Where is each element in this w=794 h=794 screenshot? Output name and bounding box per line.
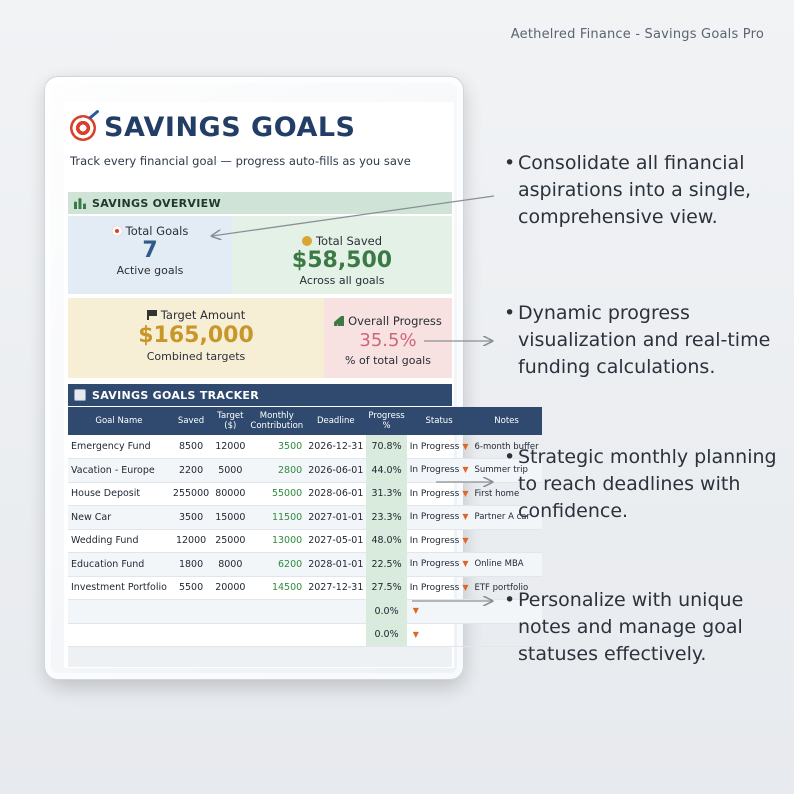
callout-text: Personalize with unique notes and manage goal statuses effectively. [518,589,744,665]
deadline-cell[interactable]: 2027-01-01 [305,506,366,530]
saved-cell[interactable]: 255000 [170,482,212,506]
col-target[interactable]: Target ($) [212,407,248,435]
callout-2 [504,300,786,381]
dropdown-caret-icon[interactable]: ▼ [462,488,469,498]
target-cell[interactable]: 20000 [212,576,248,600]
dropdown-caret-icon[interactable]: ▼ [462,559,469,569]
monthly-cell[interactable]: 13000 [248,529,305,553]
overall-progress-label: Overall Progress [348,314,442,328]
target-cell[interactable]: 8000 [212,553,248,577]
target-amount-sub: Combined targets [146,350,246,363]
status-value: In Progress [409,535,460,546]
col-status[interactable]: Status [407,407,472,435]
total-goals-label: Total Goals [125,224,189,238]
deadline-cell[interactable]: 2027-05-01 [305,529,366,553]
col-monthly[interactable]: Monthly Contribution [248,407,305,435]
col-deadline[interactable]: Deadline [305,407,366,435]
status-value: In Progress [409,488,460,499]
monthly-cell[interactable]: 11500 [248,506,305,530]
callout-text: Consolidate all financial aspirations into a single, comprehensive view. [518,152,752,228]
dropdown-caret-icon[interactable]: ▼ [412,629,419,639]
overall-progress-sub: % of total goals [345,354,431,367]
callout-4 [504,587,786,668]
notes-cell[interactable]: Online MBA [471,553,541,577]
target-cell[interactable]: 5000 [212,459,248,483]
notes-cell[interactable]: ETF portfolio [471,576,541,600]
total-saved-value: $58,500 [291,248,393,273]
deadline-cell[interactable]: 2026-06-01 [305,459,366,483]
col-notes[interactable]: Notes [471,407,541,435]
progress-cell[interactable]: 44.0% [366,459,406,483]
brand-caption: Aethelred Finance - Savings Goals Pro [510,27,764,42]
notes-cell[interactable]: Summer trip [471,459,541,483]
saved-cell[interactable]: 8500 [170,435,212,459]
bullet-mark: • [504,589,516,611]
goal-name-cell[interactable]: House Deposit [68,482,170,506]
tracker-header-label: SAVINGS GOALS TRACKER [92,388,260,402]
goal-name-cell[interactable]: Education Fund [68,553,170,577]
goal-name-cell[interactable]: Emergency Fund [68,435,170,459]
dropdown-caret-icon[interactable]: ▼ [462,582,469,592]
col-saved[interactable]: Saved [170,407,212,435]
total-saved-sub: Across all goals [299,274,385,287]
notes-cell[interactable]: 6-month buffer [471,435,541,459]
callout-text: Dynamic progress visualization and real-time funding calculations. [518,302,771,378]
progress-cell[interactable]: 70.8% [366,435,406,459]
saved-cell[interactable]: 1800 [170,553,212,577]
callout-1 [504,150,786,231]
dropdown-caret-icon[interactable]: ▼ [462,465,469,475]
target-cell[interactable]: 15000 [212,506,248,530]
deadline-cell[interactable]: 2028-01-01 [305,553,366,577]
dropdown-caret-icon[interactable]: ▼ [412,606,419,616]
monthly-cell[interactable]: 3500 [248,435,305,459]
arrow-1 [212,196,494,236]
callout-text: Strategic monthly planning to reach deadlines with confidence. [518,446,777,522]
saved-cell[interactable]: 5500 [170,576,212,600]
status-value: In Progress [409,441,460,452]
dropdown-caret-icon[interactable]: ▼ [462,441,469,451]
progress-cell[interactable]: 27.5% [366,576,406,600]
goal-name-cell[interactable]: Investment Portfolio [68,576,170,600]
col-progress[interactable]: Progress % [366,407,406,435]
dropdown-caret-icon[interactable]: ▼ [462,512,469,522]
total-goals-sub: Active goals [116,264,184,277]
overview-header-label: SAVINGS OVERVIEW [92,196,221,210]
monthly-cell[interactable]: 14500 [248,576,305,600]
progress-cell[interactable]: 0.0% [366,600,406,624]
overall-progress-value: 35.5% [359,330,417,351]
total-saved-label: Total Saved [315,234,383,248]
deadline-cell[interactable]: 2028-06-01 [305,482,366,506]
progress-cell[interactable]: 0.0% [366,623,406,647]
status-value: In Progress [409,559,460,570]
status-value: In Progress [409,512,460,523]
saved-cell[interactable]: 3500 [170,506,212,530]
progress-cell[interactable]: 31.3% [366,482,406,506]
target-amount-value: $165,000 [138,323,254,348]
target-cell[interactable]: 80000 [212,482,248,506]
bullet-mark: • [504,152,516,174]
monthly-cell[interactable]: 55000 [248,482,305,506]
goal-name-cell[interactable]: New Car [68,506,170,530]
page-subtitle: Track every financial goal — progress auto-fills as you save [70,154,411,168]
page-title: SAVINGS GOALS [104,112,356,143]
col-goal-name[interactable]: Goal Name [68,407,170,435]
callout-3 [504,444,786,525]
saved-cell[interactable]: 2200 [170,459,212,483]
total-goals-value: 7 [142,238,158,263]
monthly-cell[interactable]: 2800 [248,459,305,483]
progress-cell[interactable]: 22.5% [366,553,406,577]
monthly-cell[interactable]: 6200 [248,553,305,577]
goal-name-cell[interactable]: Wedding Fund [68,529,170,553]
status-value: In Progress [409,465,460,476]
bullet-mark: • [504,446,516,468]
progress-cell[interactable]: 23.3% [366,506,406,530]
target-cell[interactable]: 25000 [212,529,248,553]
notes-cell[interactable]: First home [471,482,541,506]
status-value: In Progress [409,582,460,593]
bullet-mark: • [504,302,516,324]
saved-cell[interactable]: 12000 [170,529,212,553]
dropdown-caret-icon[interactable]: ▼ [462,535,469,545]
deadline-cell[interactable]: 2027-12-31 [305,576,366,600]
target-amount-label: Target Amount [160,308,246,322]
notes-cell[interactable]: Partner A car [471,506,541,530]
goal-name-cell[interactable]: Vacation - Europe [68,459,170,483]
target-cell[interactable]: 12000 [212,435,248,459]
progress-cell[interactable]: 48.0% [366,529,406,553]
deadline-cell[interactable]: 2026-12-31 [305,435,366,459]
